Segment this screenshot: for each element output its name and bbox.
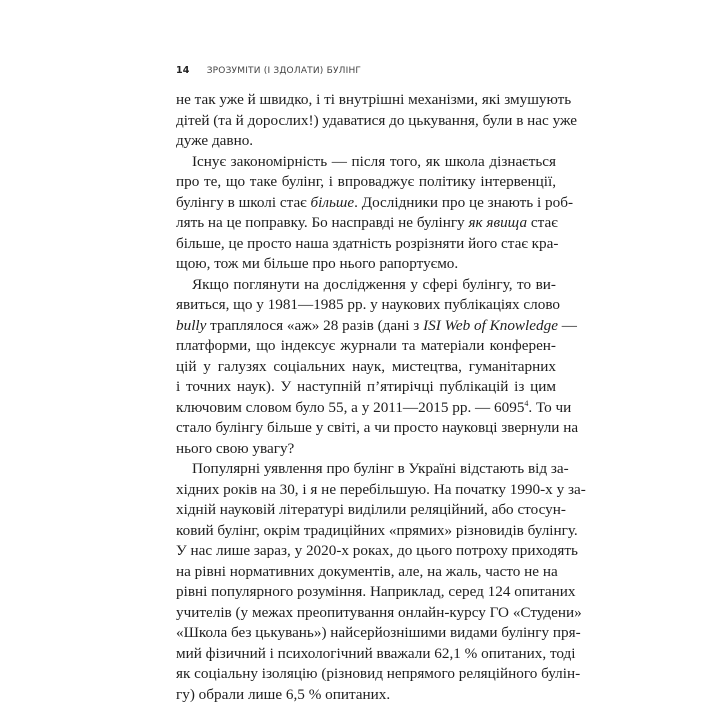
text-line: Якщо поглянути на дослідження у сфері булінгу, то ви-: [192, 275, 556, 293]
text-line: учителів (у межах преопитування онлайн-курсу ГО «Студени»: [176, 603, 582, 621]
text-line: цій у галузях соціальних наук, мистецтва, гуманітарних: [176, 357, 556, 375]
text-line: [176, 316, 577, 337]
text-line: про те, що таке булінг, і впроваджує політику інтервенції,: [176, 173, 556, 190]
text-line: Популярні уявлення про булінг в Україні відстають від за-: [192, 460, 569, 477]
text-line: і точних наук). У наступній п’ятирічці публікацій із цим: [176, 378, 556, 395]
text-run: ключовим словом було 55, а у 2011—2015 рр. — 6095: [176, 398, 525, 416]
running-title: ЗРОЗУМІТИ (І ЗДОЛАТИ) БУЛІНГ: [206, 66, 362, 76]
text-run: стає: [527, 214, 558, 231]
text-run: траплялося «аж» 28 разів (дані з: [206, 316, 424, 334]
text-line: як соціальну ізоляцію (різновид непрямого реляційного булін-: [176, 665, 581, 682]
text-line: дітей (та й дорослих!) удаватися до цькування, були в нас уже: [176, 111, 577, 129]
text-line: стало булінгу більше у світі, а чи просто науковці звернули на: [176, 419, 579, 436]
paragraph: [176, 275, 579, 460]
emphasis: bully: [176, 316, 207, 334]
text-run: булінгу в школі стає: [176, 193, 311, 211]
text-line: [176, 193, 574, 214]
paragraph: [176, 90, 577, 152]
text-line: явиться, що у 1981—1985 рр. у наукових публікаціях слово: [176, 296, 560, 313]
text-line: більше, це просто наша здатність розрізняти його стає кра-: [176, 234, 559, 252]
text-line: [176, 398, 572, 419]
text-line: мий фізичний і психологічний вважали 62,1 % опитаних, тоді: [176, 644, 576, 662]
text-line: рівні популярного розуміння. Наприклад, серед 124 опитаних: [176, 583, 576, 600]
text-line: щою, тож ми більше про нього рапортуємо.: [176, 255, 459, 272]
text-run: —: [557, 316, 577, 334]
text-line: «Школа без цькувань») найсерйознішими видами булінгу пря-: [176, 624, 581, 641]
footnote-marker[interactable]: 4: [524, 398, 529, 408]
paragraph: [176, 459, 586, 705]
emphasis: ISI Web of Knowledge: [423, 316, 558, 334]
text-line: нього свою увагу?: [176, 439, 295, 457]
text-line: дуже давно.: [176, 132, 254, 149]
running-head: [176, 65, 361, 76]
text-line: У нас лише зараз, у 2020-х роках, до цього потроху приходять: [176, 542, 578, 559]
emphasis: більше: [310, 193, 355, 211]
text-line: гу) обрали лише 6,5 % опитаних.: [176, 685, 391, 703]
text-run: лять на це поправку. Бо насправді не булінгу: [176, 214, 469, 231]
text-line: хідних років на 30, і я не перебільшую. На початку 1990-х у за-: [176, 480, 586, 498]
text-line: ковий булінг, окрім традиційних «прямих» різновидів булінгу.: [176, 521, 578, 539]
body-text: [176, 90, 586, 705]
text-run: . Дослідники про це знають і роб-: [354, 193, 574, 211]
text-line: [176, 213, 556, 234]
text-line: не так уже й швидко, і ті внутрішні механізми, які змушують: [176, 91, 572, 108]
text-line: Існує закономірність — після того, як школа дізнається: [192, 152, 556, 170]
text-line: на рівні нормативних документів, але, на жаль, часто не на: [176, 562, 558, 580]
text-line: хідній науковій літературі виділили реляційний, або стосун-: [176, 501, 566, 518]
emphasis: як явища: [468, 214, 528, 231]
paragraph: [176, 152, 574, 275]
page-number: 14: [176, 65, 190, 76]
text-run: . То чи: [528, 398, 572, 416]
text-line: платформи, що індексує журнали та матеріали конферен-: [176, 337, 556, 354]
